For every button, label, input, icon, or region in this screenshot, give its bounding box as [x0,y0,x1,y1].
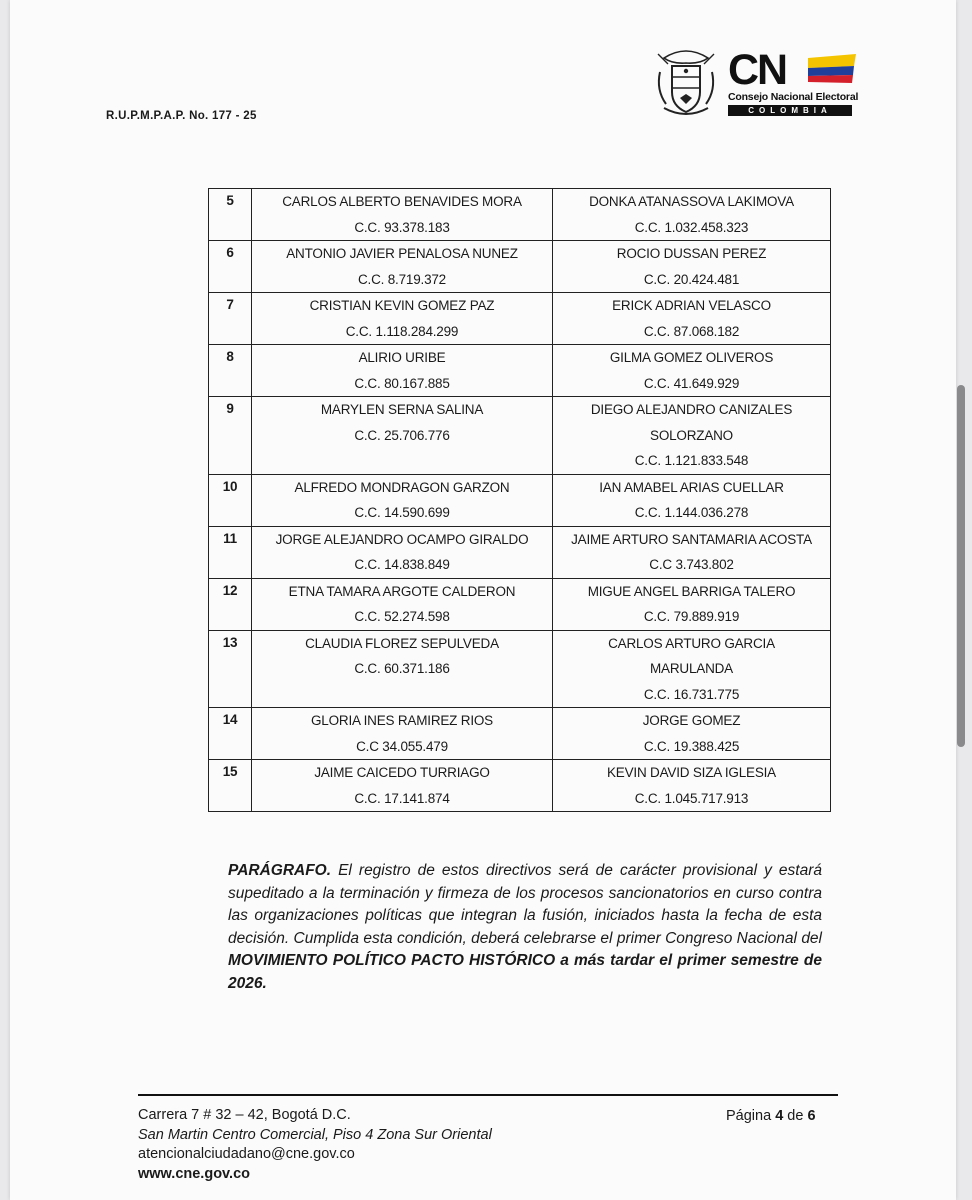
person-name: ALIRIO URIBE [358,350,446,365]
table-row [209,293,831,345]
suplente-cell [553,630,831,708]
paragrafo-text: El registro de estos directivos será de carácter provisional y estará supeditado a la terminación y firmeza de los procesos sancionatorios en curso contra las organizaciones políticas que integran la fusión, iniciados hasta la fecha de esta decisión. Cumplida esta condición, deberá celebrarse el primer Congreso Nacional del [228,862,822,947]
table-row [209,630,831,708]
table-row [209,526,831,578]
id-number: C.C. 8.719.372 [357,271,446,287]
document-page [10,0,956,1200]
page-current: 4 [775,1108,784,1124]
person-name: CLAUDIA FLOREZ SEPULVEDA [305,635,499,651]
suplente-cell [553,397,831,475]
id-number: C.C. 79.889.919 [643,609,740,624]
id-number: C.C. 87.068.182 [643,323,740,339]
footer-email[interactable]: atencionalciudadano@cne.gov.co [138,1146,355,1162]
person-name: IAN AMABEL ARIAS CUELLAR [599,479,784,495]
person-name: MARULANDA [650,661,733,676]
person-name: JAIME CAICEDO TURRIAGO [314,765,490,780]
row-number: 9 [209,397,252,475]
person-name: JORGE ALEJANDRO OCAMPO GIRALDO [275,531,529,547]
flag-icon [804,54,856,84]
id-number: C.C. 25.706.776 [354,427,450,443]
page-total: 6 [807,1108,816,1124]
table-row [209,578,831,630]
logo-institution-name: Consejo Nacional Electoral [728,91,859,103]
suplente-cell [553,345,831,397]
principal-cell [252,474,553,526]
id-number: C.C. 16.731.775 [643,686,740,702]
row-number: 15 [209,760,252,812]
person-name: ANTONIO JAVIER PENALOSA NUNEZ [286,246,518,261]
person-name: JAIME ARTURO SANTAMARIA ACOSTA [571,531,812,547]
row-number: 5 [209,189,252,241]
table-row [209,345,831,397]
row-number: 13 [209,630,252,708]
row-number: 14 [209,708,252,760]
row-number: 10 [209,474,252,526]
page-separator: de [787,1108,804,1124]
table-row [209,397,831,475]
person-name: ETNA TAMARA ARGOTE CALDERON [288,583,516,599]
person-name: SOLORZANO [650,427,733,443]
suplente-cell [553,293,831,345]
person-name: ERICK ADRIAN VELASCO [612,298,771,313]
footer-website[interactable]: www.cne.gov.co [138,1165,250,1182]
principal-cell [252,397,553,475]
id-number: C.C. 19.388.425 [643,738,740,754]
principal-cell [252,345,553,397]
suplente-cell [553,578,831,630]
person-name: DIEGO ALEJANDRO CANIZALES [590,402,793,417]
person-name: MARYLEN SERNA SALINA [320,402,484,417]
id-number: C.C. 52.274.598 [354,609,450,624]
id-number: C.C. 60.371.186 [354,661,450,676]
scrollbar-thumb[interactable] [957,385,965,747]
table-row [209,474,831,526]
paragrafo-bold-text: MOVIMIENTO POLÍTICO PACTO HISTÓRICO a más tardar el primer semestre de 2026. [228,952,822,992]
table-body [209,189,831,812]
table-row [209,189,831,241]
principal-cell [252,189,553,241]
directivos-table [208,188,831,812]
id-number: C.C. 1.144.036.278 [634,505,749,520]
page-number [726,1108,816,1124]
person-name: DONKA ATANASSOVA LAKIMOVA [589,194,794,209]
footer-contact [138,1106,492,1184]
id-number: C.C. 20.424.481 [643,271,740,287]
row-number: 8 [209,345,252,397]
person-name: CARLOS ARTURO GARCIA [608,635,775,651]
id-number: C.C 3.743.802 [649,557,734,572]
table-row [209,760,831,812]
person-name: CRISTIAN KEVIN GOMEZ PAZ [309,298,495,313]
id-number: C.C. 1.118.284.299 [345,323,459,339]
principal-cell [252,708,553,760]
paragrafo-label: PARÁGRAFO. [228,862,332,879]
row-number: 11 [209,526,252,578]
person-name: ALFREDO MONDRAGON GARZON [294,479,510,495]
principal-cell [252,630,553,708]
principal-cell [252,526,553,578]
suplente-cell [553,474,831,526]
id-number: C.C. 41.649.929 [643,375,740,391]
person-name: ROCIO DUSSAN PEREZ [616,246,767,261]
table-row [209,708,831,760]
row-number: 6 [209,241,252,293]
suplente-cell [553,708,831,760]
paragrafo [228,860,822,995]
suplente-cell [553,241,831,293]
id-number: C.C. 14.590.699 [354,505,450,520]
coat-of-arms-icon [652,46,720,122]
cne-logo [728,46,859,116]
suplente-cell [553,189,831,241]
principal-cell [252,293,553,345]
page-prefix: Página [726,1108,772,1124]
person-name: CARLOS ALBERTO BENAVIDES MORA [282,194,522,209]
principal-cell [252,578,553,630]
person-name: GLORIA INES RAMIREZ RIOS [311,713,493,728]
footer-location: San Martin Centro Comercial, Piso 4 Zona Sur Oriental [138,1126,492,1143]
suplente-cell [553,760,831,812]
id-number: C.C. 14.838.849 [354,557,450,572]
id-number: C.C. 1.032.458.323 [634,219,749,235]
row-number: 12 [209,578,252,630]
id-number: C.C. 1.045.717.913 [634,790,749,806]
id-number: C.C 34.055.479 [356,738,448,754]
person-name: KEVIN DAVID SIZA IGLESIA [606,765,776,780]
logo-country: COLOMBIA [728,105,852,116]
id-number: C.C. 17.141.874 [354,790,450,806]
footer-address: Carrera 7 # 32 – 42, Bogotá D.C. [138,1107,351,1123]
reference-number: R.U.P.M.P.A.P. No. 177 - 25 [106,110,257,122]
logo-abbreviation: CN [728,46,787,94]
row-number: 7 [209,293,252,345]
person-name: JORGE GOMEZ [642,713,741,728]
id-number: C.C. 93.378.183 [354,219,450,235]
person-name: MIGUE ANGEL BARRIGA TALERO [587,583,796,599]
id-number: C.C. 1.121.833.548 [634,453,749,468]
principal-cell [252,760,553,812]
principal-cell [252,241,553,293]
suplente-cell [553,526,831,578]
footer-divider [138,1094,838,1096]
person-name: GILMA GOMEZ OLIVEROS [609,350,774,365]
table-row [209,241,831,293]
id-number: C.C. 80.167.885 [354,375,450,391]
